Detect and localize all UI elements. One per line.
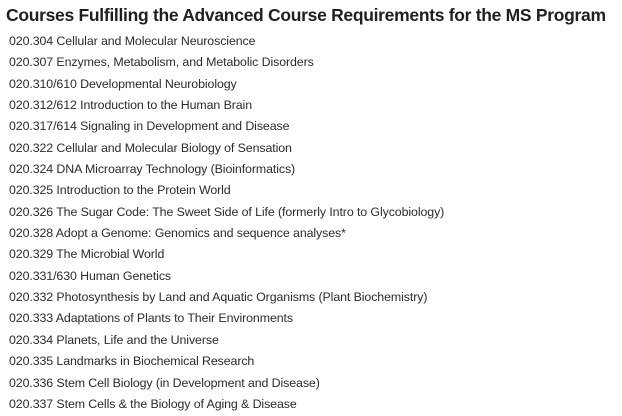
course-item: 020.333 Adaptations of Plants to Their Environments [9,311,293,326]
course-item: 020.325 Introduction to the Protein World [9,183,231,198]
page-title: Courses Fulfilling the Advanced Course Requirements for the MS Program [6,5,606,25]
course-item: 020.331/630 Human Genetics [9,268,172,283]
course-item: 020.324 DNA Microarray Technology (Bioinformatics) [9,162,296,177]
course-item: 020.326 The Sugar Code: The Sweet Side of Life (formerly Intro to Glycobiology) [9,204,445,219]
course-item: 020.332 Photosynthesis by Land and Aquatic Organisms (Plant Biochemistry) [9,290,428,305]
course-item: 020.336 Stem Cell Biology (in Development and Disease) [9,375,320,390]
course-item: 020.322 Cellular and Molecular Biology of Sensation [9,140,292,155]
course-item: 020.312/612 Introduction to the Human Brain [9,98,252,113]
course-item: 020.307 Enzymes, Metabolism, and Metabolic Disorders [9,55,314,70]
course-item: 020.304 Cellular and Molecular Neuroscience [9,34,256,48]
course-item: 020.329 The Microbial World [9,247,165,262]
course-item: 020.337 Stem Cells & the Biology of Aging & Disease [9,396,297,411]
course-item: 020.334 Planets, Life and the Universe [9,332,219,347]
course-item: 020.317/614 Signaling in Development and Disease [9,119,290,134]
course-item: 020.310/610 Developmental Neurobiology [9,76,237,91]
course-list [9,31,444,415]
course-item: 020.328 Adopt a Genome: Genomics and sequence analyses* [9,226,346,241]
course-item: 020.335 Landmarks in Biochemical Research [9,354,255,369]
